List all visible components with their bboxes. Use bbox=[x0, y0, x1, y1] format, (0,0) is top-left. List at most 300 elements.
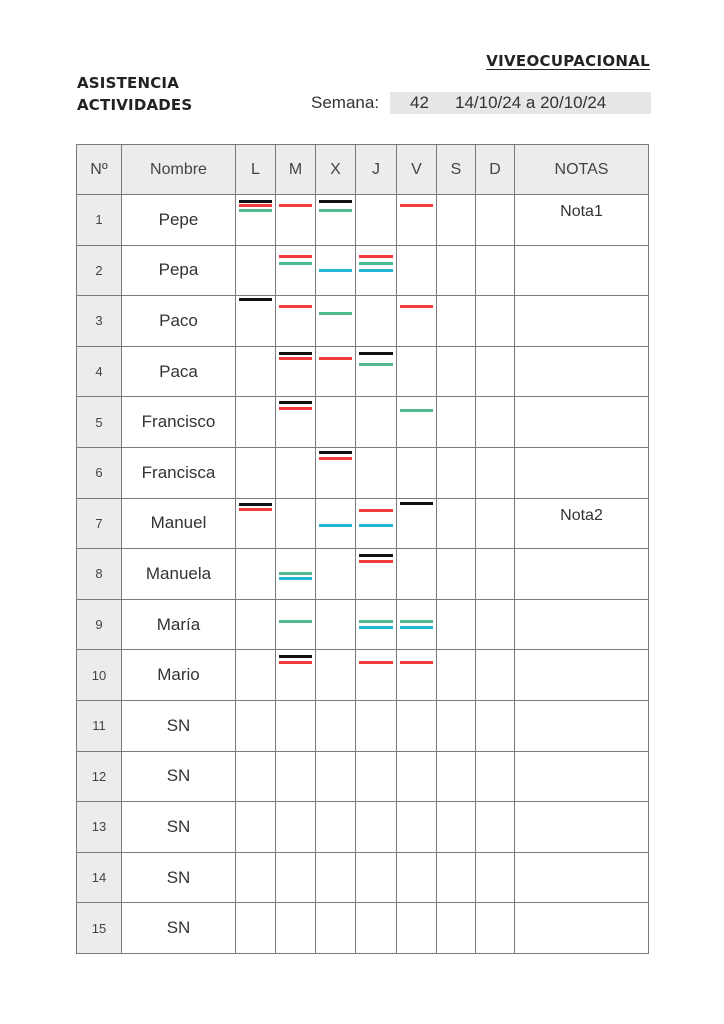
day-cell-m[interactable] bbox=[276, 852, 316, 903]
day-cell-v[interactable] bbox=[397, 599, 437, 650]
day-cell-m[interactable] bbox=[276, 650, 316, 701]
attendance-marks bbox=[400, 397, 433, 447]
day-cell-m[interactable] bbox=[276, 296, 316, 347]
attendance-marks bbox=[359, 650, 393, 700]
day-cell-s[interactable] bbox=[437, 346, 476, 397]
attendance-marks bbox=[440, 600, 472, 650]
day-cell-v[interactable] bbox=[397, 296, 437, 347]
notes-cell[interactable] bbox=[515, 802, 649, 853]
attendance-mark-green bbox=[279, 620, 312, 623]
attendance-marks bbox=[359, 397, 393, 447]
attendance-marks bbox=[479, 397, 511, 447]
attendance-mark-green bbox=[319, 209, 352, 212]
attendance-marks bbox=[239, 853, 272, 903]
day-cell-d[interactable] bbox=[476, 751, 515, 802]
attendance-mark-black bbox=[319, 451, 352, 454]
notes-cell[interactable] bbox=[515, 852, 649, 903]
table-row bbox=[77, 498, 649, 549]
day-cell-j[interactable] bbox=[356, 498, 397, 549]
day-cell-l[interactable] bbox=[236, 549, 276, 600]
attendance-marks bbox=[479, 903, 511, 953]
row-number: 4 bbox=[77, 346, 122, 397]
attendance-marks bbox=[279, 701, 312, 751]
document-title bbox=[77, 72, 192, 116]
attendance-marks bbox=[479, 347, 511, 397]
participant-name: María bbox=[122, 599, 236, 650]
day-cell-j[interactable] bbox=[356, 700, 397, 751]
week-date-range: 14/10/24 a 20/10/24 bbox=[455, 93, 607, 112]
day-cell-d[interactable] bbox=[476, 549, 515, 600]
day-cell-l[interactable] bbox=[236, 346, 276, 397]
attendance-marks bbox=[239, 701, 272, 751]
attendance-marks bbox=[440, 397, 472, 447]
participant-name: SN bbox=[122, 700, 236, 751]
attendance-marks bbox=[440, 499, 472, 549]
table-row bbox=[77, 397, 649, 448]
day-cell-x[interactable] bbox=[316, 195, 356, 246]
day-cell-s[interactable] bbox=[437, 852, 476, 903]
attendance-marks bbox=[400, 600, 433, 650]
day-cell-j[interactable] bbox=[356, 549, 397, 600]
attendance-marks bbox=[279, 853, 312, 903]
day-cell-l[interactable] bbox=[236, 245, 276, 296]
table-row bbox=[77, 346, 649, 397]
day-cell-d[interactable] bbox=[476, 903, 515, 954]
attendance-marks bbox=[279, 600, 312, 650]
day-cell-v[interactable] bbox=[397, 903, 437, 954]
attendance-marks bbox=[279, 397, 312, 447]
day-cell-x[interactable] bbox=[316, 397, 356, 448]
day-cell-l[interactable] bbox=[236, 650, 276, 701]
attendance-marks bbox=[239, 347, 272, 397]
day-cell-m[interactable] bbox=[276, 751, 316, 802]
attendance-mark-green bbox=[279, 262, 312, 265]
attendance-marks bbox=[400, 752, 433, 802]
attendance-marks bbox=[440, 701, 472, 751]
day-cell-v[interactable] bbox=[397, 245, 437, 296]
day-cell-l[interactable] bbox=[236, 700, 276, 751]
attendance-mark-red bbox=[279, 204, 312, 207]
participant-name: Manuela bbox=[122, 549, 236, 600]
row-number: 3 bbox=[77, 296, 122, 347]
day-cell-s[interactable] bbox=[437, 599, 476, 650]
attendance-marks bbox=[359, 752, 393, 802]
day-cell-d[interactable] bbox=[476, 650, 515, 701]
attendance-mark-red bbox=[359, 255, 393, 258]
attendance-mark-red bbox=[319, 357, 352, 360]
day-cell-x[interactable] bbox=[316, 498, 356, 549]
day-cell-v[interactable] bbox=[397, 346, 437, 397]
day-cell-m[interactable] bbox=[276, 245, 316, 296]
row-number: 13 bbox=[77, 802, 122, 853]
day-cell-m[interactable] bbox=[276, 195, 316, 246]
attendance-marks bbox=[239, 903, 272, 953]
row-number: 14 bbox=[77, 852, 122, 903]
day-cell-m[interactable] bbox=[276, 498, 316, 549]
attendance-mark-red bbox=[239, 204, 272, 207]
notes-cell[interactable] bbox=[515, 751, 649, 802]
attendance-marks bbox=[319, 701, 352, 751]
day-cell-s[interactable] bbox=[437, 296, 476, 347]
attendance-marks bbox=[279, 448, 312, 498]
attendance-marks bbox=[319, 752, 352, 802]
day-cell-l[interactable] bbox=[236, 751, 276, 802]
day-cell-s[interactable] bbox=[437, 549, 476, 600]
table-row bbox=[77, 852, 649, 903]
table-row bbox=[77, 195, 649, 246]
attendance-marks bbox=[319, 802, 352, 852]
day-cell-s[interactable] bbox=[437, 195, 476, 246]
table-row bbox=[77, 903, 649, 954]
attendance-marks bbox=[479, 853, 511, 903]
notes-cell[interactable] bbox=[515, 296, 649, 347]
day-cell-s[interactable] bbox=[437, 903, 476, 954]
attendance-mark-red bbox=[359, 560, 393, 563]
day-cell-j[interactable] bbox=[356, 245, 397, 296]
day-cell-m[interactable] bbox=[276, 549, 316, 600]
attendance-mark-cyan bbox=[279, 577, 312, 580]
attendance-mark-green bbox=[400, 620, 433, 623]
brand-name: VIVEOCUPACIONAL bbox=[486, 52, 650, 70]
attendance-marks bbox=[279, 499, 312, 549]
attendance-marks bbox=[359, 701, 393, 751]
row-number: 15 bbox=[77, 903, 122, 954]
day-cell-m[interactable] bbox=[276, 700, 316, 751]
day-cell-d[interactable] bbox=[476, 397, 515, 448]
day-cell-l[interactable] bbox=[236, 802, 276, 853]
notes-cell[interactable] bbox=[515, 346, 649, 397]
participant-name: SN bbox=[122, 751, 236, 802]
day-cell-l[interactable] bbox=[236, 397, 276, 448]
attendance-marks bbox=[479, 296, 511, 346]
attendance-marks bbox=[440, 650, 472, 700]
note-text: Nota2 bbox=[560, 506, 603, 524]
notes-cell[interactable] bbox=[515, 700, 649, 751]
day-cell-v[interactable] bbox=[397, 549, 437, 600]
table-row bbox=[77, 245, 649, 296]
attendance-marks bbox=[440, 246, 472, 296]
attendance-marks bbox=[440, 195, 472, 245]
attendance-marks bbox=[400, 802, 433, 852]
day-cell-s[interactable] bbox=[437, 447, 476, 498]
attendance-marks bbox=[319, 903, 352, 953]
attendance-mark-red bbox=[400, 305, 433, 308]
attendance-marks bbox=[359, 246, 393, 296]
attendance-marks bbox=[319, 397, 352, 447]
attendance-mark-black bbox=[239, 503, 272, 506]
day-cell-j[interactable] bbox=[356, 802, 397, 853]
day-cell-v[interactable] bbox=[397, 195, 437, 246]
attendance-marks bbox=[359, 903, 393, 953]
attendance-marks bbox=[400, 296, 433, 346]
attendance-marks bbox=[239, 448, 272, 498]
attendance-mark-black bbox=[239, 298, 272, 301]
day-cell-s[interactable] bbox=[437, 650, 476, 701]
day-cell-m[interactable] bbox=[276, 346, 316, 397]
day-cell-j[interactable] bbox=[356, 397, 397, 448]
attendance-marks bbox=[440, 549, 472, 599]
week-label: Semana: bbox=[311, 93, 380, 112]
attendance-marks bbox=[400, 549, 433, 599]
day-cell-l[interactable] bbox=[236, 498, 276, 549]
day-cell-v[interactable] bbox=[397, 852, 437, 903]
row-number: 1 bbox=[77, 195, 122, 246]
day-cell-m[interactable] bbox=[276, 903, 316, 954]
attendance-mark-black bbox=[400, 502, 433, 505]
notes-cell[interactable] bbox=[515, 903, 649, 954]
attendance-marks bbox=[239, 650, 272, 700]
header-row bbox=[77, 145, 649, 195]
day-cell-x[interactable] bbox=[316, 903, 356, 954]
header-day-x: X bbox=[316, 145, 356, 195]
attendance-marks bbox=[359, 499, 393, 549]
day-cell-j[interactable] bbox=[356, 447, 397, 498]
notes-cell[interactable] bbox=[515, 397, 649, 448]
day-cell-m[interactable] bbox=[276, 802, 316, 853]
day-cell-d[interactable] bbox=[476, 852, 515, 903]
day-cell-j[interactable] bbox=[356, 751, 397, 802]
attendance-marks bbox=[479, 448, 511, 498]
header-num: Nº bbox=[77, 145, 122, 195]
table-row bbox=[77, 802, 649, 853]
attendance-marks bbox=[239, 802, 272, 852]
day-cell-j[interactable] bbox=[356, 903, 397, 954]
attendance-mark-green bbox=[400, 409, 433, 412]
attendance-mark-red bbox=[359, 509, 393, 512]
attendance-mark-green bbox=[319, 312, 352, 315]
day-cell-x[interactable] bbox=[316, 245, 356, 296]
header-name: Nombre bbox=[122, 145, 236, 195]
day-cell-d[interactable] bbox=[476, 599, 515, 650]
attendance-marks bbox=[479, 600, 511, 650]
day-cell-j[interactable] bbox=[356, 852, 397, 903]
attendance-marks bbox=[359, 853, 393, 903]
row-number: 9 bbox=[77, 599, 122, 650]
attendance-marks bbox=[279, 549, 312, 599]
notes-cell[interactable] bbox=[515, 549, 649, 600]
attendance-mark-cyan bbox=[359, 626, 393, 629]
attendance-mark-green bbox=[239, 209, 272, 212]
attendance-marks bbox=[400, 246, 433, 296]
day-cell-x[interactable] bbox=[316, 700, 356, 751]
notes-cell[interactable] bbox=[515, 447, 649, 498]
header-day-j: J bbox=[356, 145, 397, 195]
day-cell-v[interactable] bbox=[397, 700, 437, 751]
row-number: 12 bbox=[77, 751, 122, 802]
attendance-marks bbox=[279, 650, 312, 700]
day-cell-d[interactable] bbox=[476, 195, 515, 246]
day-cell-x[interactable] bbox=[316, 802, 356, 853]
table-row bbox=[77, 700, 649, 751]
attendance-marks bbox=[319, 650, 352, 700]
attendance-marks bbox=[279, 802, 312, 852]
attendance-table bbox=[76, 144, 649, 954]
title-line-1: ASISTENCIA bbox=[77, 74, 180, 92]
day-cell-m[interactable] bbox=[276, 599, 316, 650]
attendance-marks bbox=[440, 347, 472, 397]
notes-cell[interactable] bbox=[515, 195, 649, 246]
table-row bbox=[77, 549, 649, 600]
day-cell-m[interactable] bbox=[276, 397, 316, 448]
attendance-mark-black bbox=[359, 352, 393, 355]
attendance-marks bbox=[400, 650, 433, 700]
attendance-marks bbox=[279, 195, 312, 245]
day-cell-d[interactable] bbox=[476, 447, 515, 498]
participant-name: Pepe bbox=[122, 195, 236, 246]
attendance-marks bbox=[239, 752, 272, 802]
day-cell-j[interactable] bbox=[356, 195, 397, 246]
attendance-marks bbox=[359, 195, 393, 245]
day-cell-v[interactable] bbox=[397, 397, 437, 448]
day-cell-s[interactable] bbox=[437, 700, 476, 751]
attendance-marks bbox=[319, 347, 352, 397]
row-number: 5 bbox=[77, 397, 122, 448]
attendance-marks bbox=[479, 195, 511, 245]
attendance-marks bbox=[440, 752, 472, 802]
day-cell-s[interactable] bbox=[437, 498, 476, 549]
day-cell-s[interactable] bbox=[437, 802, 476, 853]
day-cell-x[interactable] bbox=[316, 650, 356, 701]
day-cell-j[interactable] bbox=[356, 599, 397, 650]
day-cell-l[interactable] bbox=[236, 599, 276, 650]
attendance-marks bbox=[239, 246, 272, 296]
attendance-mark-black bbox=[279, 655, 312, 658]
day-cell-d[interactable] bbox=[476, 296, 515, 347]
attendance-marks bbox=[319, 499, 352, 549]
notes-cell[interactable] bbox=[515, 498, 649, 549]
attendance-marks bbox=[440, 448, 472, 498]
attendance-mark-cyan bbox=[319, 524, 352, 527]
attendance-marks bbox=[319, 600, 352, 650]
attendance-marks bbox=[279, 246, 312, 296]
day-cell-j[interactable] bbox=[356, 650, 397, 701]
day-cell-x[interactable] bbox=[316, 447, 356, 498]
attendance-marks bbox=[400, 347, 433, 397]
attendance-marks bbox=[239, 296, 272, 346]
attendance-marks bbox=[400, 903, 433, 953]
attendance-mark-red bbox=[279, 407, 312, 410]
table-row bbox=[77, 599, 649, 650]
day-cell-s[interactable] bbox=[437, 397, 476, 448]
day-cell-l[interactable] bbox=[236, 447, 276, 498]
participant-name: SN bbox=[122, 802, 236, 853]
day-cell-l[interactable] bbox=[236, 852, 276, 903]
attendance-mark-black bbox=[239, 200, 272, 203]
attendance-mark-red bbox=[319, 457, 352, 460]
day-cell-x[interactable] bbox=[316, 852, 356, 903]
attendance-marks bbox=[279, 903, 312, 953]
attendance-mark-red bbox=[279, 357, 312, 360]
attendance-marks bbox=[440, 853, 472, 903]
row-number: 6 bbox=[77, 447, 122, 498]
header-notes: NOTAS bbox=[515, 145, 649, 195]
attendance-marks bbox=[279, 347, 312, 397]
participant-name: Francisca bbox=[122, 447, 236, 498]
day-cell-j[interactable] bbox=[356, 346, 397, 397]
day-cell-v[interactable] bbox=[397, 498, 437, 549]
attendance-mark-cyan bbox=[400, 626, 433, 629]
day-cell-d[interactable] bbox=[476, 802, 515, 853]
attendance-marks bbox=[479, 802, 511, 852]
attendance-marks bbox=[239, 600, 272, 650]
participant-name: Francisco bbox=[122, 397, 236, 448]
attendance-mark-red bbox=[239, 508, 272, 511]
day-cell-l[interactable] bbox=[236, 296, 276, 347]
attendance-marks bbox=[359, 600, 393, 650]
attendance-marks bbox=[479, 549, 511, 599]
attendance-marks bbox=[319, 549, 352, 599]
day-cell-s[interactable] bbox=[437, 751, 476, 802]
participant-name: Paco bbox=[122, 296, 236, 347]
participant-name: SN bbox=[122, 903, 236, 954]
day-cell-v[interactable] bbox=[397, 751, 437, 802]
attendance-marks bbox=[400, 853, 433, 903]
attendance-marks bbox=[400, 448, 433, 498]
table-row bbox=[77, 751, 649, 802]
attendance-mark-black bbox=[319, 200, 352, 203]
table-row bbox=[77, 447, 649, 498]
attendance-marks bbox=[400, 499, 433, 549]
week-number: 42 bbox=[410, 93, 429, 112]
attendance-marks bbox=[359, 347, 393, 397]
day-cell-s[interactable] bbox=[437, 245, 476, 296]
day-cell-x[interactable] bbox=[316, 599, 356, 650]
attendance-mark-cyan bbox=[359, 269, 393, 272]
header-day-v: V bbox=[397, 145, 437, 195]
day-cell-j[interactable] bbox=[356, 296, 397, 347]
attendance-marks bbox=[319, 246, 352, 296]
day-cell-l[interactable] bbox=[236, 903, 276, 954]
day-cell-l[interactable] bbox=[236, 195, 276, 246]
day-cell-d[interactable] bbox=[476, 498, 515, 549]
attendance-marks bbox=[279, 296, 312, 346]
row-number: 7 bbox=[77, 498, 122, 549]
attendance-marks bbox=[479, 499, 511, 549]
day-cell-d[interactable] bbox=[476, 700, 515, 751]
attendance-marks bbox=[400, 701, 433, 751]
attendance-marks bbox=[319, 853, 352, 903]
attendance-mark-black bbox=[279, 352, 312, 355]
notes-cell[interactable] bbox=[515, 599, 649, 650]
attendance-marks bbox=[319, 195, 352, 245]
table-row bbox=[77, 650, 649, 701]
participant-name: Paca bbox=[122, 346, 236, 397]
day-cell-v[interactable] bbox=[397, 650, 437, 701]
day-cell-v[interactable] bbox=[397, 802, 437, 853]
day-cell-v[interactable] bbox=[397, 447, 437, 498]
note-text: Nota1 bbox=[560, 203, 603, 220]
day-cell-x[interactable] bbox=[316, 751, 356, 802]
day-cell-x[interactable] bbox=[316, 296, 356, 347]
attendance-mark-red bbox=[359, 661, 393, 664]
notes-cell[interactable] bbox=[515, 245, 649, 296]
header-day-d: D bbox=[476, 145, 515, 195]
attendance-marks bbox=[319, 296, 352, 346]
day-cell-m[interactable] bbox=[276, 447, 316, 498]
notes-cell[interactable] bbox=[515, 650, 649, 701]
attendance-marks bbox=[279, 752, 312, 802]
attendance-mark-cyan bbox=[319, 269, 352, 272]
day-cell-d[interactable] bbox=[476, 245, 515, 296]
day-cell-d[interactable] bbox=[476, 346, 515, 397]
day-cell-x[interactable] bbox=[316, 549, 356, 600]
attendance-marks bbox=[239, 397, 272, 447]
header-day-l: L bbox=[236, 145, 276, 195]
day-cell-x[interactable] bbox=[316, 346, 356, 397]
attendance-marks bbox=[479, 701, 511, 751]
attendance-marks bbox=[440, 296, 472, 346]
attendance-marks bbox=[479, 752, 511, 802]
